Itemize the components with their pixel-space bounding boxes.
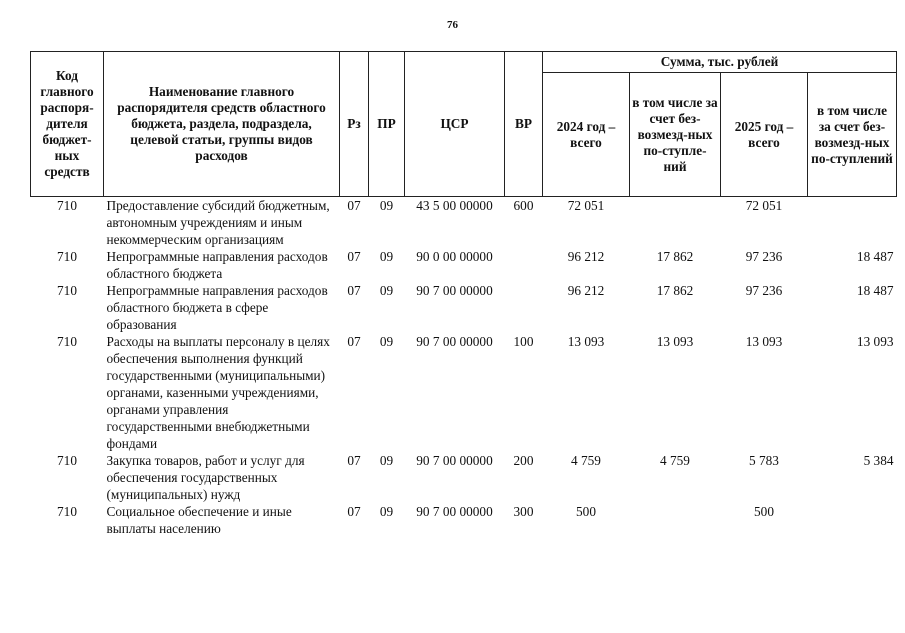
cell-2024-total: 96 212 <box>567 283 605 298</box>
cell-name: Закупка товаров, работ и услуг для обеспечения государственных (муниципальных) нужд <box>106 453 305 502</box>
cell-rz: 07 <box>347 198 361 213</box>
cell-2024-total: 4 759 <box>571 453 601 468</box>
cell-name: Непрограммные направления расходов областного бюджета <box>106 249 328 281</box>
cell-rz: 07 <box>347 283 361 298</box>
header-row <box>31 52 897 73</box>
cell-csr: 90 7 00 00000 <box>416 504 493 519</box>
cell-2025-free <box>808 197 897 249</box>
cell-pr: 09 <box>379 283 394 298</box>
cell-code: 710 <box>57 504 77 519</box>
header-code: Код главного распоря-дителя бюджет-ных средств <box>31 52 104 197</box>
cell-vr: 200 <box>513 453 534 468</box>
table-header <box>31 52 897 197</box>
cell-2024-free: 17 862 <box>656 249 694 264</box>
cell-code: 710 <box>57 249 77 264</box>
cell-2024-free: 4 759 <box>660 453 690 468</box>
header-name: Наименование главного распорядителя средств областного бюджета, раздела, подраздела, целевой статьи, группы видов расходов <box>104 52 340 197</box>
cell-pr: 09 <box>379 504 394 519</box>
cell-2025-total: 500 <box>754 504 774 519</box>
cell-2025-total: 13 093 <box>745 334 783 349</box>
cell-2025-total: 5 783 <box>749 453 779 468</box>
cell-csr: 90 7 00 00000 <box>416 453 493 468</box>
budget-table <box>30 51 897 537</box>
cell-2024-total: 72 051 <box>567 198 605 213</box>
cell-2024-free: 13 093 <box>656 334 694 349</box>
header-pr: ПР <box>369 52 405 197</box>
cell-2025-total: 97 236 <box>745 283 783 298</box>
header-rz: Рз <box>340 52 369 197</box>
header-2024-free: в том числе за счет без-возмезд-ных по-ступле-ний <box>630 73 721 197</box>
cell-2024-free <box>630 503 721 537</box>
cell-2025-total: 97 236 <box>745 249 783 264</box>
cell-2025-total: 72 051 <box>745 198 783 213</box>
table-row <box>31 197 897 249</box>
cell-code: 710 <box>57 198 77 213</box>
cell-vr: 300 <box>513 504 534 519</box>
header-2025-free: в том числе за счет без-возмезд-ных по-ступлений <box>808 73 897 197</box>
cell-pr: 09 <box>379 249 394 264</box>
cell-name: Непрограммные направления расходов областного бюджета в сфере образования <box>106 283 328 332</box>
cell-csr: 90 0 00 00000 <box>416 249 493 264</box>
cell-2024-total: 500 <box>576 504 596 519</box>
cell-rz: 07 <box>347 334 361 349</box>
cell-pr: 09 <box>379 453 394 468</box>
cell-code: 710 <box>57 334 77 349</box>
table-body <box>31 197 897 538</box>
header-2025-total: 2025 год – всего <box>721 73 808 197</box>
table-row <box>31 333 897 452</box>
cell-csr: 90 7 00 00000 <box>416 334 493 349</box>
cell-rz: 07 <box>347 249 361 264</box>
cell-name: Расходы на выплаты персоналу в целях обеспечения выполнения функций государственными (муниципальными) органами, казенными учреждениями, органами управления государственными внебюджетными фондами <box>106 334 330 451</box>
header-csr: ЦСР <box>405 52 505 197</box>
header-summa: Сумма, тыс. рублей <box>543 52 897 73</box>
cell-2024-total: 96 212 <box>567 249 605 264</box>
cell-vr <box>505 248 543 282</box>
cell-2025-free: 18 487 <box>856 249 894 264</box>
header-2024-total: 2024 год – всего <box>543 73 630 197</box>
cell-csr: 90 7 00 00000 <box>416 283 493 298</box>
cell-vr <box>505 282 543 333</box>
cell-pr: 09 <box>379 198 394 213</box>
cell-code: 710 <box>57 453 77 468</box>
cell-2024-free <box>630 197 721 249</box>
cell-rz: 07 <box>347 453 361 468</box>
table-row <box>31 282 897 333</box>
cell-2025-free: 13 093 <box>856 334 894 349</box>
cell-csr: 43 5 00 00000 <box>416 198 493 213</box>
cell-rz: 07 <box>347 504 361 519</box>
cell-2025-free <box>808 503 897 537</box>
cell-2024-total: 13 093 <box>567 334 605 349</box>
cell-name: Социальное обеспечение и иные выплаты населению <box>106 504 292 536</box>
table-row <box>31 452 897 503</box>
cell-2025-free: 5 384 <box>863 453 894 468</box>
page-number: 76 <box>447 19 458 31</box>
cell-vr: 100 <box>513 334 534 349</box>
cell-2024-free: 17 862 <box>656 283 694 298</box>
cell-pr: 09 <box>379 334 394 349</box>
cell-code: 710 <box>57 283 77 298</box>
cell-name: Предоставление субсидий бюджетным, автономным учреждениям и иным некоммерческим организациям <box>106 198 330 247</box>
header-vr: ВР <box>505 52 543 197</box>
table-row <box>31 248 897 282</box>
table-row <box>31 503 897 537</box>
cell-2025-free: 18 487 <box>856 283 894 298</box>
cell-vr: 600 <box>513 198 534 213</box>
